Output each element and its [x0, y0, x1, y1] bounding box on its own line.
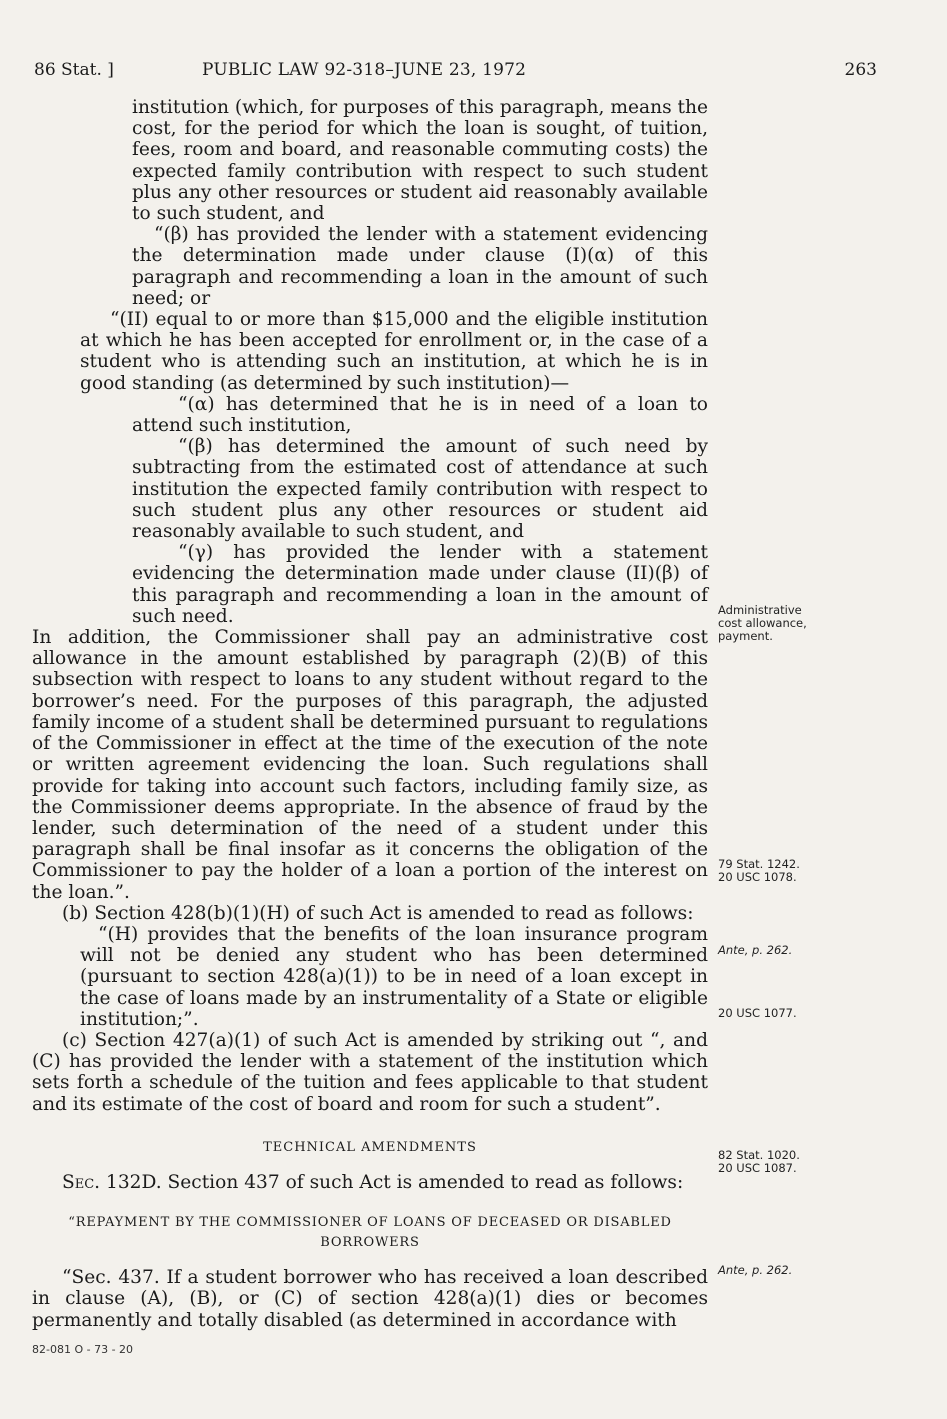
paragraph-sec-437: “Sec. 437. If a student borrower who has received a loan described in clause (A), (B), or (C) of section 428(a)(1) dies or becomes permanently and totally disabled (as determined in accordance with	[32, 1267, 708, 1331]
page-title: PUBLIC LAW 92-318–JUNE 23, 1972	[202, 60, 527, 80]
running-head	[34, 60, 877, 86]
sec-label: Sec. 132D.	[62, 1171, 162, 1193]
footer-print-code: 82-081 O - 73 - 20	[32, 1343, 134, 1356]
paragraph-sec-132d	[32, 1172, 708, 1193]
paragraph-admin-allowance: In addition, the Commissioner shall pay an administrative cost allowance in the amount established by paragraph (2)(B) of this subsection with respect to loans to any student without regard to the borrower’s need. For the purposes of this paragraph, the adjusted family income of a student shall be determined pursuant to regulations of the Commissioner in effect at the time of the execution of the note or written agreement evidencing the loan. Such regulations shall provide for taking into account such factors, including family size, as the Commissioner deems appropriate. In the absence of fraud by the lender, such determination of the need of a student under this paragraph shall be final insofar as it concerns the obligation of the Commissioner to pay the holder of a loan a portion of the interest on the loan.”.	[32, 627, 708, 903]
paragraph-quote-H: “(H) provides that the benefits of the loan insurance program will not be denied any student who has been determined (pursuant to section 428(a)(1)) to be in need of a loan except in the case of loans made by an instrumentality of a State or eligible institution;”.	[80, 923, 708, 1030]
paragraph-section-c: (c) Section 427(a)(1) of such Act is amended by striking out “, and (C) has provided the lender with a statement of the institution which sets forth a schedule of the tuition and fees applicable to that student and its estimate of the cost of board and room for such a student”.	[32, 1029, 708, 1115]
heading-technical-amendments: TECHNICAL AMENDMENTS	[263, 1139, 477, 1155]
margin-note-ante-1: Ante, p. 262.	[718, 943, 793, 957]
margin-note-line: 20 USC 1078.	[718, 870, 797, 884]
page-number: 263	[844, 60, 877, 80]
paragraph-institution: institution (which, for purposes of this paragraph, means the cost, for the period for which the loan is sought, of tuition, fees, room and board, and reasonable commuting costs) the expected family contribution with respect to such student plus any other resources or student aid reasonably available to such student, and	[132, 97, 708, 225]
margin-note-line: 82 Stat. 1020.	[718, 1148, 800, 1162]
heading-repayment-line2: BORROWERS	[320, 1235, 420, 1251]
margin-note-line: 20 USC 1087.	[718, 1161, 797, 1175]
paragraph-beta-2: “(β) has determined the amount of such need by subtracting from the estimated cost of attendance at such institution the expected family contribution with respect to such student plus any other resources or student aid reasonably available to such student, and	[132, 436, 708, 543]
margin-note-admin	[718, 604, 807, 643]
heading-repayment	[32, 1213, 708, 1253]
margin-note-line: 79 Stat. 1242.	[718, 857, 800, 871]
stat-reference: 86 Stat. ]	[34, 60, 114, 80]
margin-note-20-usc-1077: 20 USC 1077.	[718, 1006, 797, 1020]
margin-note-line: Administrative	[718, 603, 802, 617]
body-text	[32, 97, 708, 1331]
paragraph-clause-II: “(II) equal to or more than $15,000 and the eligible institution at which he has been accepted for enrollment or, in the case of a student who is attending such an institution, at which he is in good standing (as determined by such institution)—	[80, 309, 708, 394]
paragraph-gamma: “(γ) has provided the lender with a statement evidencing the determination made under clause (II)(β) of this paragraph and recommending a loan in the amount of such need.	[132, 542, 708, 627]
margin-note-82-stat	[718, 1149, 800, 1175]
heading-repayment-line1: “REPAYMENT BY THE COMMISSIONER OF LOANS OF DECEASED OR DISABLED	[68, 1215, 672, 1231]
margin-note-ante-2: Ante, p. 262.	[718, 1263, 793, 1277]
margin-note-79-stat	[718, 858, 800, 884]
margin-note-line: cost allowance,	[718, 616, 807, 630]
sec-text: Section 437 of such Act is amended to read as follows:	[161, 1171, 684, 1193]
margin-note-line: payment.	[718, 629, 773, 643]
paragraph-beta-1: “(β) has provided the lender with a statement evidencing the determination made under clause (I)(α) of this paragraph and recommending a loan in the amount of such need; or	[132, 224, 708, 309]
paragraph-section-b: (b) Section 428(b)(1)(H) of such Act is amended to read as follows:	[62, 902, 694, 924]
paragraph-alpha: “(α) has determined that he is in need of a loan to attend such institution,	[132, 393, 708, 437]
